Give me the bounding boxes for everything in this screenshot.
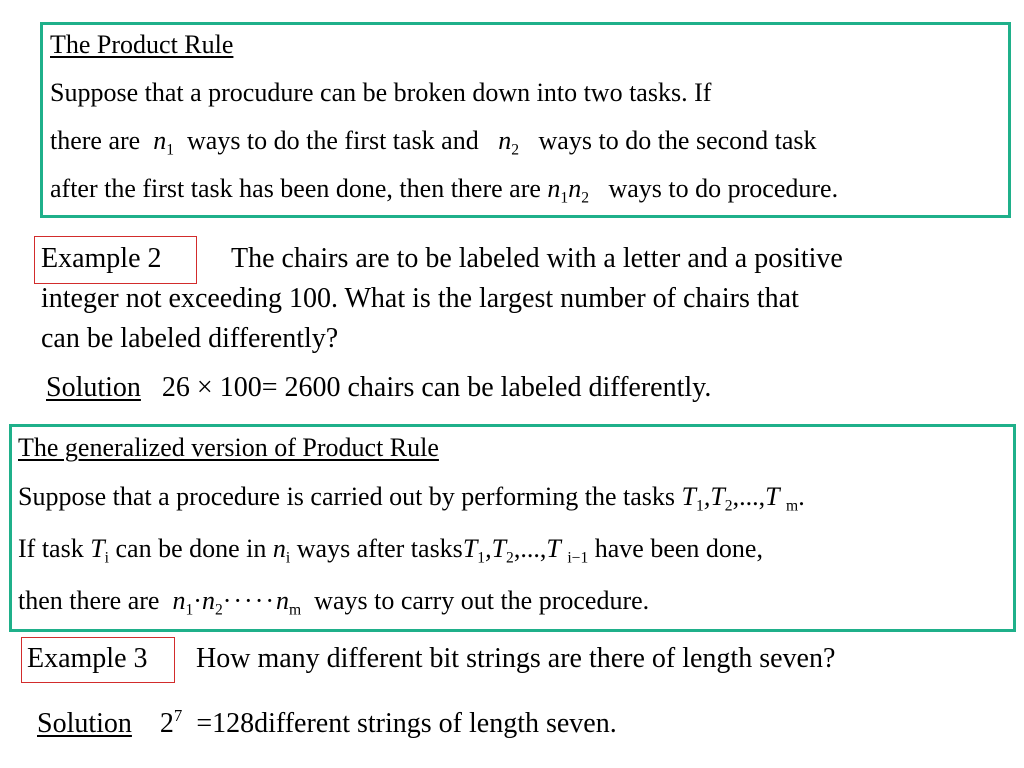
variable-ti: $T_i$ (90, 534, 110, 567)
variable-n2: $n_2$ (498, 126, 520, 159)
solution-label: Solution (46, 372, 141, 403)
solution-text: different strings of length seven. (254, 707, 617, 739)
example-3-solution (37, 700, 617, 740)
variable-n1n2: $n_1n_2$ (547, 174, 589, 207)
text-segment: If task (18, 534, 84, 563)
example-2-solution (46, 372, 711, 404)
text-segment: Suppose that a procedure is carried out by performing the tasks (18, 482, 676, 511)
text-segment: ways after tasks (296, 534, 463, 563)
product-rule-title: The Product Rule (50, 30, 234, 59)
example-2-text-line-1: The chairs are to be labeled with a letter and a positive (231, 243, 843, 274)
product-expression: $n_1\cdot n_2\cdot\cdot\cdot\cdot\cdot n_m$ (172, 586, 302, 619)
example-3-label: Example 3 (27, 643, 148, 674)
generalized-rule-line-2 (18, 534, 763, 573)
solution-label: Solution (37, 707, 132, 739)
tasks-sequence-prior: $T_1,T_2,...,T$ $_{i-1}$ (462, 534, 589, 567)
product-rule-line-3 (50, 174, 838, 213)
tasks-sequence: $T_1,T_2,...,T$ $_m$ (681, 482, 799, 515)
text-segment: then there are (18, 586, 160, 615)
text-segment: after the first task has been done, then there are (50, 174, 541, 203)
text-segment: ways to carry out the procedure. (314, 586, 650, 615)
example-2-text-line-3: can be labeled differently? (41, 323, 339, 354)
text-segment: there are (50, 126, 141, 155)
generalized-rule-line-3 (18, 586, 649, 625)
example-2-label: Example 2 (41, 243, 162, 274)
product-rule-line-1: Suppose that a procudure can be broken down into two tasks. If (50, 78, 712, 107)
text-segment: have been done, (594, 534, 763, 563)
generalized-rule-line-1: Suppose that a procedure is carried out by performing the tasks $T_1,T_2,...,T$ $_m$. (18, 482, 805, 515)
variable-ni: $n_i$ (272, 534, 291, 567)
variable-n1: $n_1$ (153, 126, 174, 159)
text-segment: can be done in (115, 534, 267, 563)
product-rule-line-2 (50, 126, 817, 165)
example-3-text: How many different bit strings are there of length seven? (196, 643, 836, 674)
generalized-rule-title: The generalized version of Product Rule (18, 433, 439, 462)
power-expression: $2^7$ (159, 706, 183, 739)
example-2-text-line-2: integer not exceeding 100. What is the largest number of chairs that (41, 283, 799, 314)
equals-value: =128 (196, 707, 255, 739)
text-segment: ways to do procedure. (608, 174, 839, 203)
solution-text: 26 × 100= 2600 chairs can be labeled differently. (161, 372, 712, 403)
text-segment: ways to do the first task and (187, 126, 479, 155)
text-segment: ways to do the second task (538, 126, 817, 155)
